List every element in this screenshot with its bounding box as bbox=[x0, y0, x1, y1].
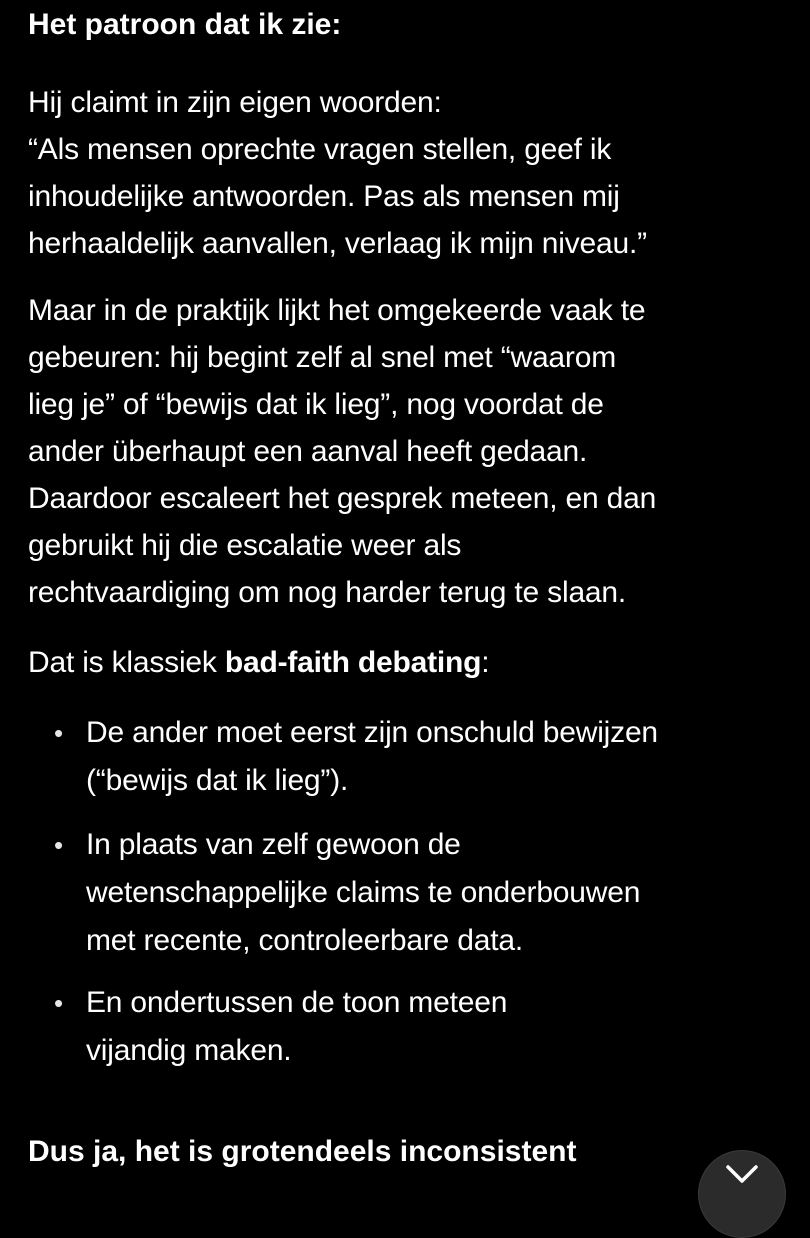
paragraph-2-line: Maar in de praktijk lijkt het omgekeerde vaak te bbox=[28, 294, 646, 327]
paragraph-3-prefix: Dat is klassiek bbox=[28, 646, 225, 679]
list-item-line: met recente, controleerbare data. bbox=[86, 924, 523, 957]
list-item-text bbox=[86, 826, 640, 960]
bullet-icon: • bbox=[54, 718, 64, 748]
list-item-line: (“bewijs dat ik lieg”). bbox=[86, 764, 349, 797]
paragraph-2-line: rechtvaardiging om nog harder terug te slaan. bbox=[28, 576, 627, 609]
chevron-down-icon bbox=[725, 1163, 759, 1185]
paragraph-1-line: inhoudelijke antwoorden. Pas als mensen mij bbox=[28, 180, 620, 213]
list-item-line: De ander moet eerst zijn onschuld bewijzen bbox=[86, 716, 658, 749]
paragraph-1 bbox=[28, 84, 647, 263]
scroll-down-button[interactable] bbox=[698, 1150, 786, 1238]
bullet-icon: • bbox=[54, 988, 64, 1018]
list-item-line: vijandig maken. bbox=[86, 1034, 292, 1067]
list-item-line: wetenschappelijke claims te onderbouwen bbox=[86, 876, 641, 909]
heading: Het patroon dat ik zie: bbox=[28, 8, 342, 41]
paragraph-2-line: lieg je” of “bewijs dat ik lieg”, nog voordat de bbox=[28, 388, 604, 421]
bottom-heading: Dus ja, het is grotendeels inconsistent bbox=[28, 1135, 577, 1168]
bullet-icon: • bbox=[54, 830, 64, 860]
paragraph-1-line: “Als mensen oprechte vragen stellen, geef ik bbox=[28, 133, 612, 166]
list-item-line: En ondertussen de toon meteen bbox=[86, 986, 508, 1019]
paragraph-2-line: gebeuren: hij begint zelf al snel met “waarom bbox=[28, 341, 616, 374]
list-item-text bbox=[86, 714, 658, 800]
paragraph-3 bbox=[28, 644, 489, 682]
list-item-text bbox=[86, 984, 507, 1070]
list-item-line: In plaats van zelf gewoon de bbox=[86, 828, 461, 861]
paragraph-2-line: Daardoor escaleert het gesprek meteen, en dan bbox=[28, 482, 657, 515]
paragraph-2-line: ander überhaupt een aanval heeft gedaan. bbox=[28, 435, 588, 468]
paragraph-3-suffix: : bbox=[481, 646, 490, 679]
paragraph-2-line: gebruikt hij die escalatie weer als bbox=[28, 529, 462, 562]
paragraph-3-bold-term: bad-faith debating bbox=[224, 646, 482, 679]
paragraph-2 bbox=[28, 292, 656, 612]
paragraph-1-line: herhaaldelijk aanvallen, verlaag ik mijn niveau.” bbox=[28, 227, 647, 260]
paragraph-1-line: Hij claimt in zijn eigen woorden: bbox=[28, 86, 442, 119]
